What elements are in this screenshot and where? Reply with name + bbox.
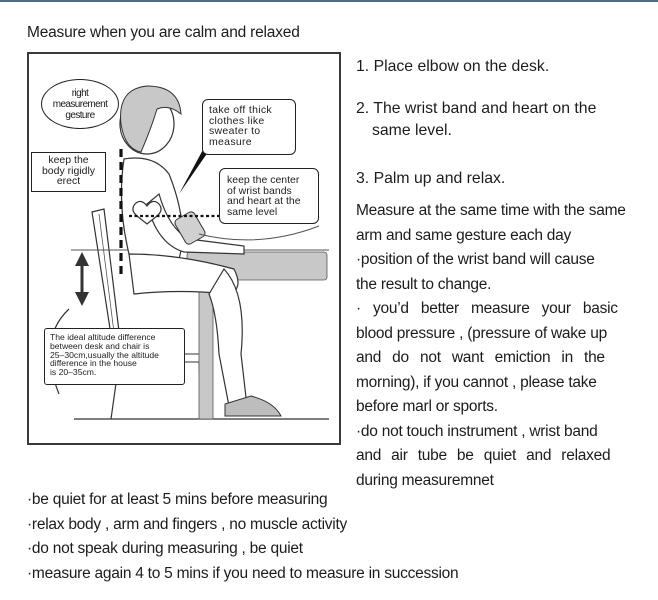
callout-text: gesture — [65, 109, 95, 121]
callout-text: of wrist bands — [227, 184, 292, 197]
note-line: arm and same gesture each day — [356, 226, 572, 244]
callout-wrist-heart-level — [219, 168, 319, 224]
note-line: during measuremnet — [356, 471, 494, 489]
callout-text: clothes like — [209, 114, 265, 127]
notes-bottom — [27, 488, 458, 586]
step-text: Place elbow on the desk. — [373, 58, 550, 75]
callout-altitude-note — [44, 328, 185, 385]
top-border-rule — [0, 0, 658, 2]
note-line: and air tube be quiet and relaxed — [356, 447, 611, 464]
note-line: morning), if you cannot , please take — [356, 373, 597, 391]
callout-text: and heart at the — [227, 195, 301, 207]
page-title: Measure when you are calm and relaxed — [27, 24, 300, 41]
step-text-continued: same level. — [372, 122, 452, 139]
note-line: ·do not speak during measuring , be quiet — [27, 540, 303, 557]
notes-right — [356, 199, 636, 493]
note-line: the result to change. — [356, 275, 492, 293]
step-number: 3. — [356, 170, 370, 187]
callout-text: keep the — [48, 154, 89, 166]
note-line: before marl or sports. — [356, 398, 498, 415]
callout-text: between desk and chair is — [50, 340, 150, 351]
note-line: blood pressure , (pressure of wake up — [356, 324, 607, 342]
step-number: 1. — [356, 58, 370, 75]
callout-text: same level — [227, 205, 278, 218]
note-line: ·position of the wrist band will cause — [356, 251, 595, 268]
step-3 — [356, 168, 505, 190]
step-text: Palm up and relax. — [373, 170, 506, 187]
step-2 — [356, 98, 596, 142]
callout-text: measure — [209, 135, 252, 148]
note-line: ·do not touch instrument , wrist band — [356, 422, 598, 440]
callout-body-erect — [31, 152, 106, 192]
note-line: · you’d better measure your basic — [356, 300, 618, 317]
step-number: 2. — [356, 100, 370, 117]
note-line: Measure at the same time with the same — [356, 202, 626, 219]
callout-text: measurement — [52, 98, 108, 110]
callout-text: take off thick — [209, 104, 272, 116]
callout-text: right — [71, 87, 89, 99]
callout-right-gesture — [41, 79, 119, 129]
callout-text: body rigidly — [41, 164, 96, 177]
note-line: ·be quiet for at least 5 mins before measuring — [27, 491, 328, 508]
callout-text: difference in the house — [50, 358, 137, 369]
illustration-frame — [27, 52, 341, 445]
callout-text: erect — [56, 175, 81, 187]
step-text: The wrist band and heart on the — [373, 100, 597, 117]
step-1 — [356, 56, 549, 78]
note-line: and do not want emiction in the — [356, 349, 605, 366]
callout-take-off-clothes — [202, 99, 296, 155]
callout-text: keep the center — [227, 174, 300, 186]
callout-text: sweater to — [209, 125, 261, 137]
callout-text: The ideal altitude difference — [50, 332, 156, 342]
callout-text: 25–30cm,usually the altitude — [50, 349, 159, 360]
callout-text: is 20–35cm. — [50, 367, 97, 378]
note-line: ·relax body , arm and fingers , no muscle activity — [27, 515, 348, 533]
note-line: ·measure again 4 to 5 mins if you need to measure in succession — [27, 564, 459, 582]
